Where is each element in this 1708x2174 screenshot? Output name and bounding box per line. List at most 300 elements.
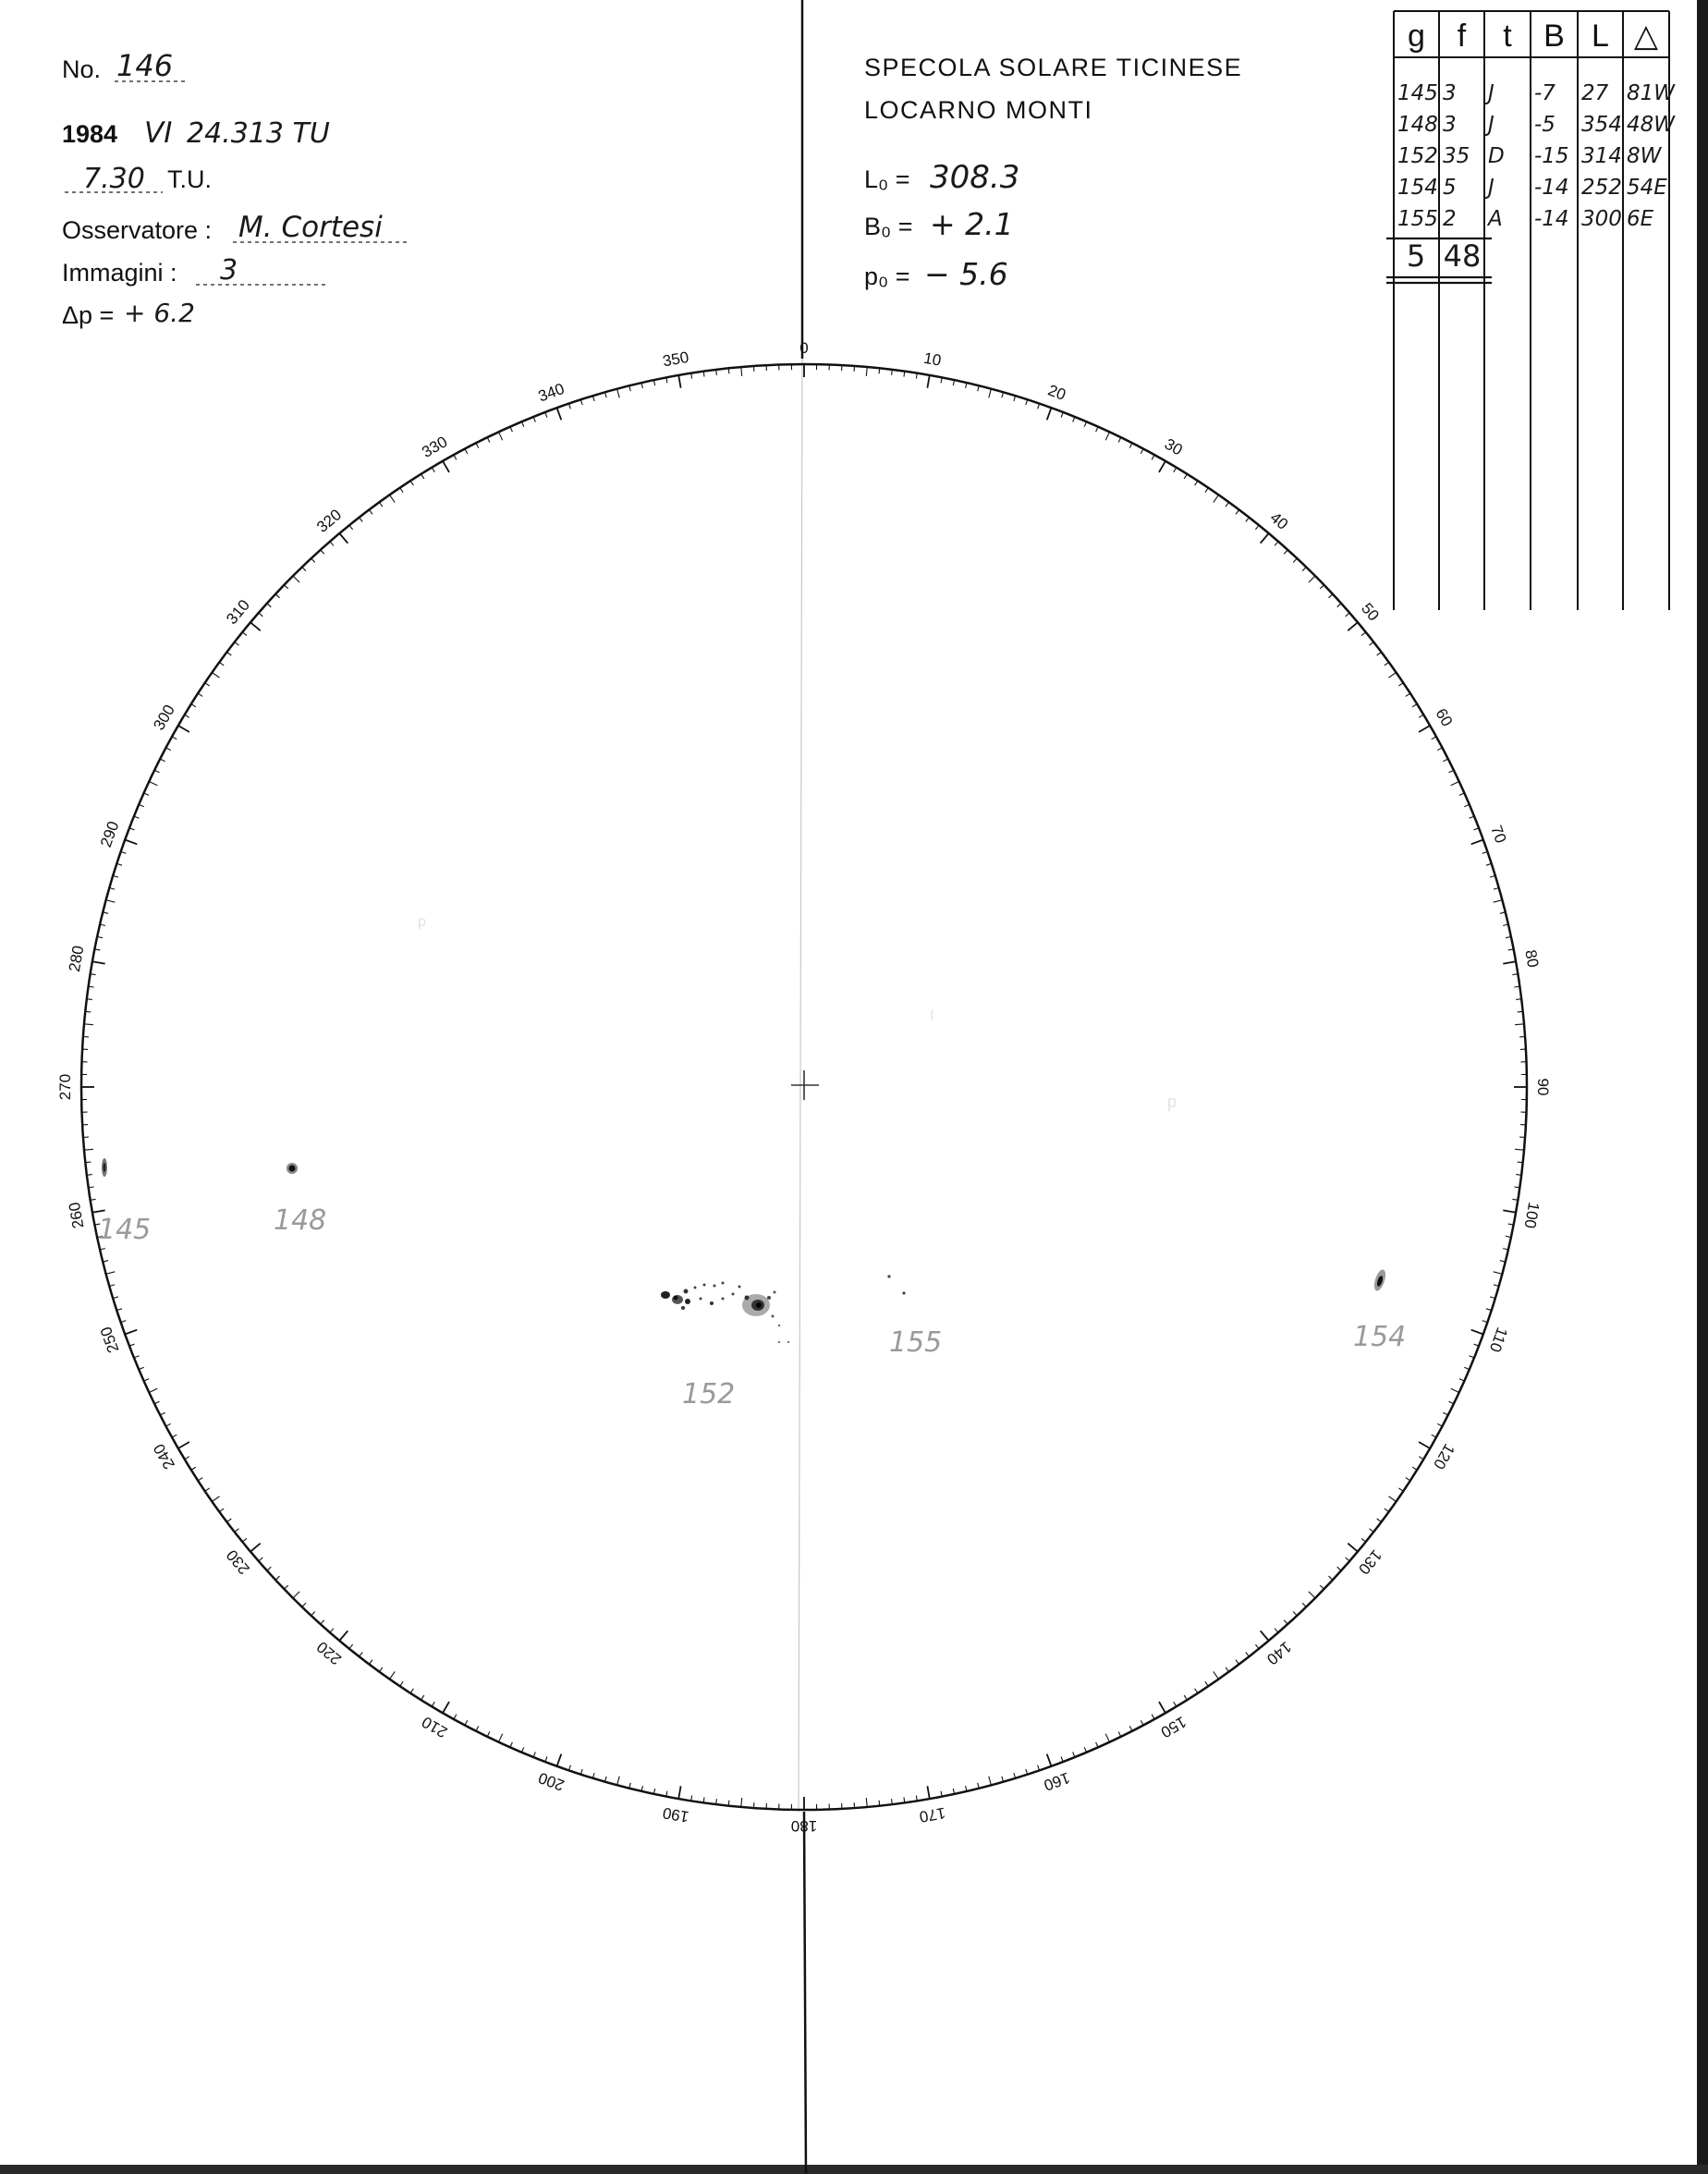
scale-tick [191,704,196,707]
scale-tick [1047,1754,1052,1766]
angle-label: 100 [1520,1201,1543,1230]
scale-tick [235,642,239,646]
scale-tick [1302,1603,1306,1606]
scale-tick [879,1801,880,1806]
scale-tick [250,622,261,630]
scale-tick [1494,900,1503,903]
scale-tick [1261,1630,1269,1641]
L0-label: L₀ = [864,165,910,193]
scale-tick [172,1435,177,1437]
table-cell: J [1488,81,1494,105]
scale-tick [1419,1442,1430,1448]
scale-tick [1105,1734,1109,1742]
scale-tick [617,389,620,398]
page-edge-shadow [1697,0,1708,2174]
angle-label: 50 [1358,599,1383,625]
scale-tick [1284,550,1287,554]
scale-tick [87,1175,92,1176]
angle-label: 340 [535,379,567,406]
observatory-block [864,54,1242,292]
table-cell: 155 [1397,207,1438,231]
time-unit: T.U. [167,165,213,193]
scale-tick [242,632,247,636]
scale-tick [1516,1175,1521,1176]
scale-tick [1398,683,1403,686]
scale-tick [741,1798,742,1807]
scale-tick [1443,1412,1447,1415]
scale-tick [1419,726,1430,732]
scale-tick [1432,737,1436,739]
date-day: 24.313 TU [187,117,330,150]
scale-tick [1348,622,1358,630]
scale-tick [198,1478,202,1481]
table-cell: 152 [1397,144,1438,168]
scale-tick [465,1720,468,1725]
scale-tick [410,1689,413,1693]
scale-tick [166,1423,171,1426]
scale-tick [1236,1660,1239,1665]
scale-tick [321,550,324,554]
scale-tick [1346,1557,1350,1561]
scale-tick [1105,432,1109,440]
scale-tick [1047,408,1052,420]
scale-tick [212,1496,219,1502]
scale-tick [1205,1681,1208,1686]
angle-label: 90 [1534,1078,1552,1096]
scale-tick [302,1603,306,1606]
scale-tick [1443,759,1447,762]
scale-tick [1118,437,1121,442]
scale-tick [728,368,729,373]
table-cell: 3 [1443,113,1457,137]
angle-label: 240 [150,1440,178,1472]
dp-label: Δp = [62,301,115,329]
scale-tick [1471,1330,1483,1335]
table-cell: 48W [1627,113,1676,137]
table-cell: 148 [1397,113,1438,137]
sunspot-group-152 [661,1282,789,1411]
scale-tick [1275,542,1278,546]
p0-value: − 5.6 [924,256,1008,292]
date-month: VI [144,116,173,150]
table-header-0: g [1408,18,1425,54]
scale-tick [1284,1620,1287,1624]
table-header-3: B [1543,18,1565,54]
table-header-5: △ [1633,18,1659,54]
angle-label: 320 [313,506,346,536]
table-cell: 8W [1627,144,1662,168]
scale-tick [1174,468,1177,472]
observer-value: M. Cortesi [238,211,383,244]
group-table [1386,11,1676,610]
scale-tick [205,683,210,686]
sunspot-group-155 [887,1275,942,1359]
table-cell: 5 [1443,176,1457,200]
table-cell: 2 [1443,207,1457,231]
scale-tick [1370,642,1374,646]
table-cell: D [1488,144,1505,168]
svg-text:p: p [1167,1093,1177,1111]
scale-tick [678,375,680,388]
table-header-1: f [1457,18,1467,54]
scale-tick [1329,594,1333,598]
scale-tick [293,576,299,582]
scale-tick [454,455,457,459]
scale-tick [1293,558,1297,562]
scale-tick [1451,782,1459,786]
scale-tick [1152,455,1154,459]
scale-tick [989,1777,992,1786]
scale-tick [285,585,288,589]
scale-tick [311,1612,315,1616]
scale-tick [84,1149,93,1150]
scale-tick [476,443,479,447]
table-cell: 354 [1581,113,1622,137]
scale-tick [879,368,880,373]
table-total-groups: 5 [1406,238,1426,274]
scale-tick [1348,1544,1358,1552]
angle-label: 120 [1430,1440,1458,1472]
meridian-line-bottom [804,1812,806,2174]
p0-label: p₀ = [864,263,910,290]
table-cell: 252 [1581,176,1622,200]
scale-tick [1337,604,1341,607]
scale-tick [1412,1467,1417,1470]
scale-tick [1159,1702,1165,1713]
table-cell: -14 [1534,176,1569,200]
scale-tick [1226,502,1229,507]
angle-label: 30 [1161,434,1186,459]
scale-tick [198,693,202,696]
scale-tick [1195,1689,1198,1693]
table-cell: A [1488,207,1503,231]
table-cell: J [1488,176,1494,200]
scale-tick [84,1024,93,1025]
scale-tick [1293,1612,1297,1616]
scale-tick [267,1567,271,1570]
scale-tick [1412,704,1417,707]
scale-tick [227,1519,232,1522]
scale-tick [154,770,159,773]
scale-tick [454,1715,457,1719]
svg-text:p: p [418,914,426,930]
scale-tick [1419,714,1423,717]
scale-tick [1385,1508,1389,1512]
scale-tick [557,1754,562,1766]
scale-tick [443,461,449,472]
scale-tick [250,1544,261,1552]
table-cell: J [1488,113,1494,137]
scale-tick [728,1801,729,1806]
angle-label: 160 [1041,1768,1073,1795]
scale-tick [1337,1567,1341,1570]
table-cell: -14 [1534,207,1569,231]
angle-label: 130 [1355,1545,1385,1578]
scale-tick [125,1330,137,1335]
scale-tick [160,1412,165,1415]
scale-tick [1261,533,1269,544]
angle-label: 260 [65,1201,88,1230]
scale-tick [617,1777,620,1786]
scale-tick [285,1585,288,1589]
scale-tick [1437,748,1442,751]
scale-tick [275,594,279,598]
angle-label: 300 [150,702,178,734]
scale-tick [349,525,353,530]
group-label-152: 152 [682,1378,736,1411]
scale-tick [1320,1585,1324,1589]
observatory-line2: LOCARNO MONTI [864,96,1093,124]
scale-tick [1246,1653,1250,1657]
scale-tick [741,367,742,376]
scale-tick [866,367,867,376]
scale-tick [1370,1529,1374,1533]
scale-tick [892,370,893,375]
scale-tick [1346,613,1350,617]
scale-tick [1320,585,1324,589]
table-header-2: t [1503,18,1512,54]
scale-tick [360,1653,363,1657]
scale-tick [1309,576,1315,582]
scale-tick [678,1786,680,1799]
scale-tick [499,1734,503,1742]
scale-tick [125,840,137,845]
scale-tick [410,481,413,485]
scale-tick [1388,1496,1396,1502]
table-cell: -15 [1534,144,1569,168]
scale-tick [1503,1210,1516,1212]
angle-label: 250 [96,1324,123,1356]
scale-tick [1174,1702,1177,1706]
scale-tick [172,737,177,739]
scale-tick [866,1798,867,1807]
table-cell: 54E [1627,176,1667,200]
table-cell: -7 [1534,81,1556,105]
scale-tick [421,474,424,479]
scale-tick [432,468,434,472]
scale-tick [499,432,503,440]
scale-tick [242,1538,247,1542]
scale-tick [1226,1667,1229,1672]
table-cell: -5 [1534,113,1556,137]
scale-tick [465,449,468,454]
sunspot-group-145 [98,1158,151,1246]
table-cell: 35 [1443,144,1470,168]
scale-tick [1516,999,1521,1000]
table-cell: 154 [1397,176,1438,200]
scale-tick [1236,510,1239,515]
scale-tick [1503,961,1516,963]
scale-tick [1329,1576,1333,1580]
angle-label: 280 [65,944,88,973]
scale-tick [1361,1538,1366,1542]
scale-tick [330,1629,334,1633]
scale-tick [1432,1435,1436,1437]
scale-tick [1515,1149,1524,1150]
scale-tick [227,652,232,655]
angle-label: 200 [535,1768,567,1795]
scale-tick [1361,632,1366,636]
scale-tick [1184,1695,1187,1700]
group-label-154: 154 [1353,1321,1407,1353]
scale-tick [1437,1423,1442,1426]
scale-tick [219,1508,224,1512]
angle-label: 350 [661,348,690,371]
scale-tick [400,1681,403,1686]
scale-tick [1205,488,1208,493]
scale-tick [1255,525,1259,530]
scale-tick [92,961,105,963]
scale-tick [1141,1720,1143,1725]
scale-tick [1419,1457,1423,1460]
table-cell: 81W [1627,81,1676,105]
dp-value: + 6.2 [124,298,195,328]
scale-tick [1406,693,1410,696]
scale-tick [178,726,189,732]
scale-tick [1494,1272,1503,1275]
group-label-155: 155 [889,1326,943,1359]
scale-tick [1302,568,1306,571]
scale-tick [1184,474,1187,479]
svg-text:f: f [930,1008,934,1024]
angle-label: 70 [1487,823,1510,846]
scale-tick [349,1644,353,1649]
scale-tick [1118,1732,1121,1737]
B0-value: + 2.1 [930,206,1014,242]
scale-tick [487,1732,490,1737]
angle-label: 170 [918,1803,947,1826]
angle-label: 290 [96,818,123,850]
scale-tick [390,495,396,502]
scale-tick [927,1786,929,1799]
angle-label: 110 [1485,1325,1511,1355]
angle-label: 40 [1266,508,1292,533]
scale-tick [106,1272,116,1275]
scale-tick [178,1442,189,1448]
scale-tick [379,502,383,507]
scale-tick [1449,770,1454,773]
table-cell: 27 [1581,81,1609,105]
group-label-148: 148 [274,1204,327,1237]
L0-value: 308.3 [930,159,1020,196]
scale-tick [106,900,116,903]
scale-tick [339,533,348,544]
scale-tick [1275,1629,1278,1633]
scale-tick [1406,1478,1410,1481]
scale-tick [1309,1592,1315,1598]
scale-tick [892,1799,893,1804]
group-label-145: 145 [98,1214,152,1246]
scale-tick [293,1592,299,1598]
scale-tick [379,1667,383,1672]
scale-tick [989,389,992,398]
angle-label: 180 [790,1817,818,1835]
scale-tick [443,1702,449,1713]
angle-label: 80 [1521,948,1543,970]
scale-tick [421,1695,424,1700]
header-block [62,48,407,329]
scale-tick [339,1630,348,1641]
scale-tick [92,1210,105,1212]
scale-tick [927,375,929,388]
sunspot-group-148 [274,1163,326,1237]
scale-tick [275,1576,279,1580]
angle-label: 60 [1432,705,1457,730]
scale-tick [1255,1644,1259,1649]
B0-label: B₀ = [864,213,913,240]
scale-tick [1388,673,1396,678]
scale-tick [1398,1488,1403,1491]
scale-tick [1141,449,1143,454]
scale-tick [87,999,92,1000]
angle-label: 140 [1263,1638,1295,1668]
scale-tick [1152,1715,1154,1719]
scale-tick [154,1401,159,1404]
scale-tick [1195,481,1198,485]
scale-tick [1471,840,1483,845]
scale-tick [185,1457,189,1460]
scale-tick [191,1467,196,1470]
scale-tick [1518,1162,1523,1163]
observatory-line1: SPECOLA SOLARE TICINESE [864,54,1243,81]
scale-tick [369,510,372,515]
table-cell: 314 [1581,144,1622,168]
scale-tick [212,673,219,678]
angle-label: 10 [921,348,943,370]
scale-tick [1515,1024,1524,1025]
angle-label: 190 [661,1803,690,1826]
scale-tick [1129,443,1132,447]
scale-tick [160,759,165,762]
scale-tick [1377,652,1382,655]
scale-tick [487,437,490,442]
angle-label: 270 [56,1073,74,1101]
center-cross [791,1070,819,1100]
scale-tick [432,1702,434,1706]
table-cell: 300 [1581,207,1622,231]
scale-tick [185,714,189,717]
scale-tick [1451,1388,1459,1392]
time-value: 7.30 [83,163,145,195]
table-header-4: L [1592,18,1609,54]
scale-tick [205,1488,210,1491]
scale-tick [330,542,334,546]
scale-tick [321,1620,324,1624]
scale-tick [1159,461,1165,472]
scale-tick [149,782,157,786]
scale-tick [259,613,263,617]
scale-tick [1518,1011,1523,1012]
scale-tick [311,558,315,562]
angle-label: 330 [419,433,451,461]
angle-label: 310 [223,596,253,629]
scale-tick [267,604,271,607]
sunspot-group-154 [1353,1268,1406,1353]
scale-tick [302,568,306,571]
scale-tick [390,1671,396,1679]
angle-label: 220 [313,1638,346,1668]
scale-tick [235,1529,239,1533]
scale-tick [1246,518,1250,522]
table-cell: 145 [1397,81,1438,105]
no-value: 146 [116,48,174,83]
table-cell: 6E [1627,207,1654,231]
scale-tick [1377,1519,1382,1522]
scale-tick [166,748,171,751]
scale-tick [219,662,224,666]
table-cell: 3 [1443,81,1457,105]
images-label: Immagini : [62,259,177,287]
